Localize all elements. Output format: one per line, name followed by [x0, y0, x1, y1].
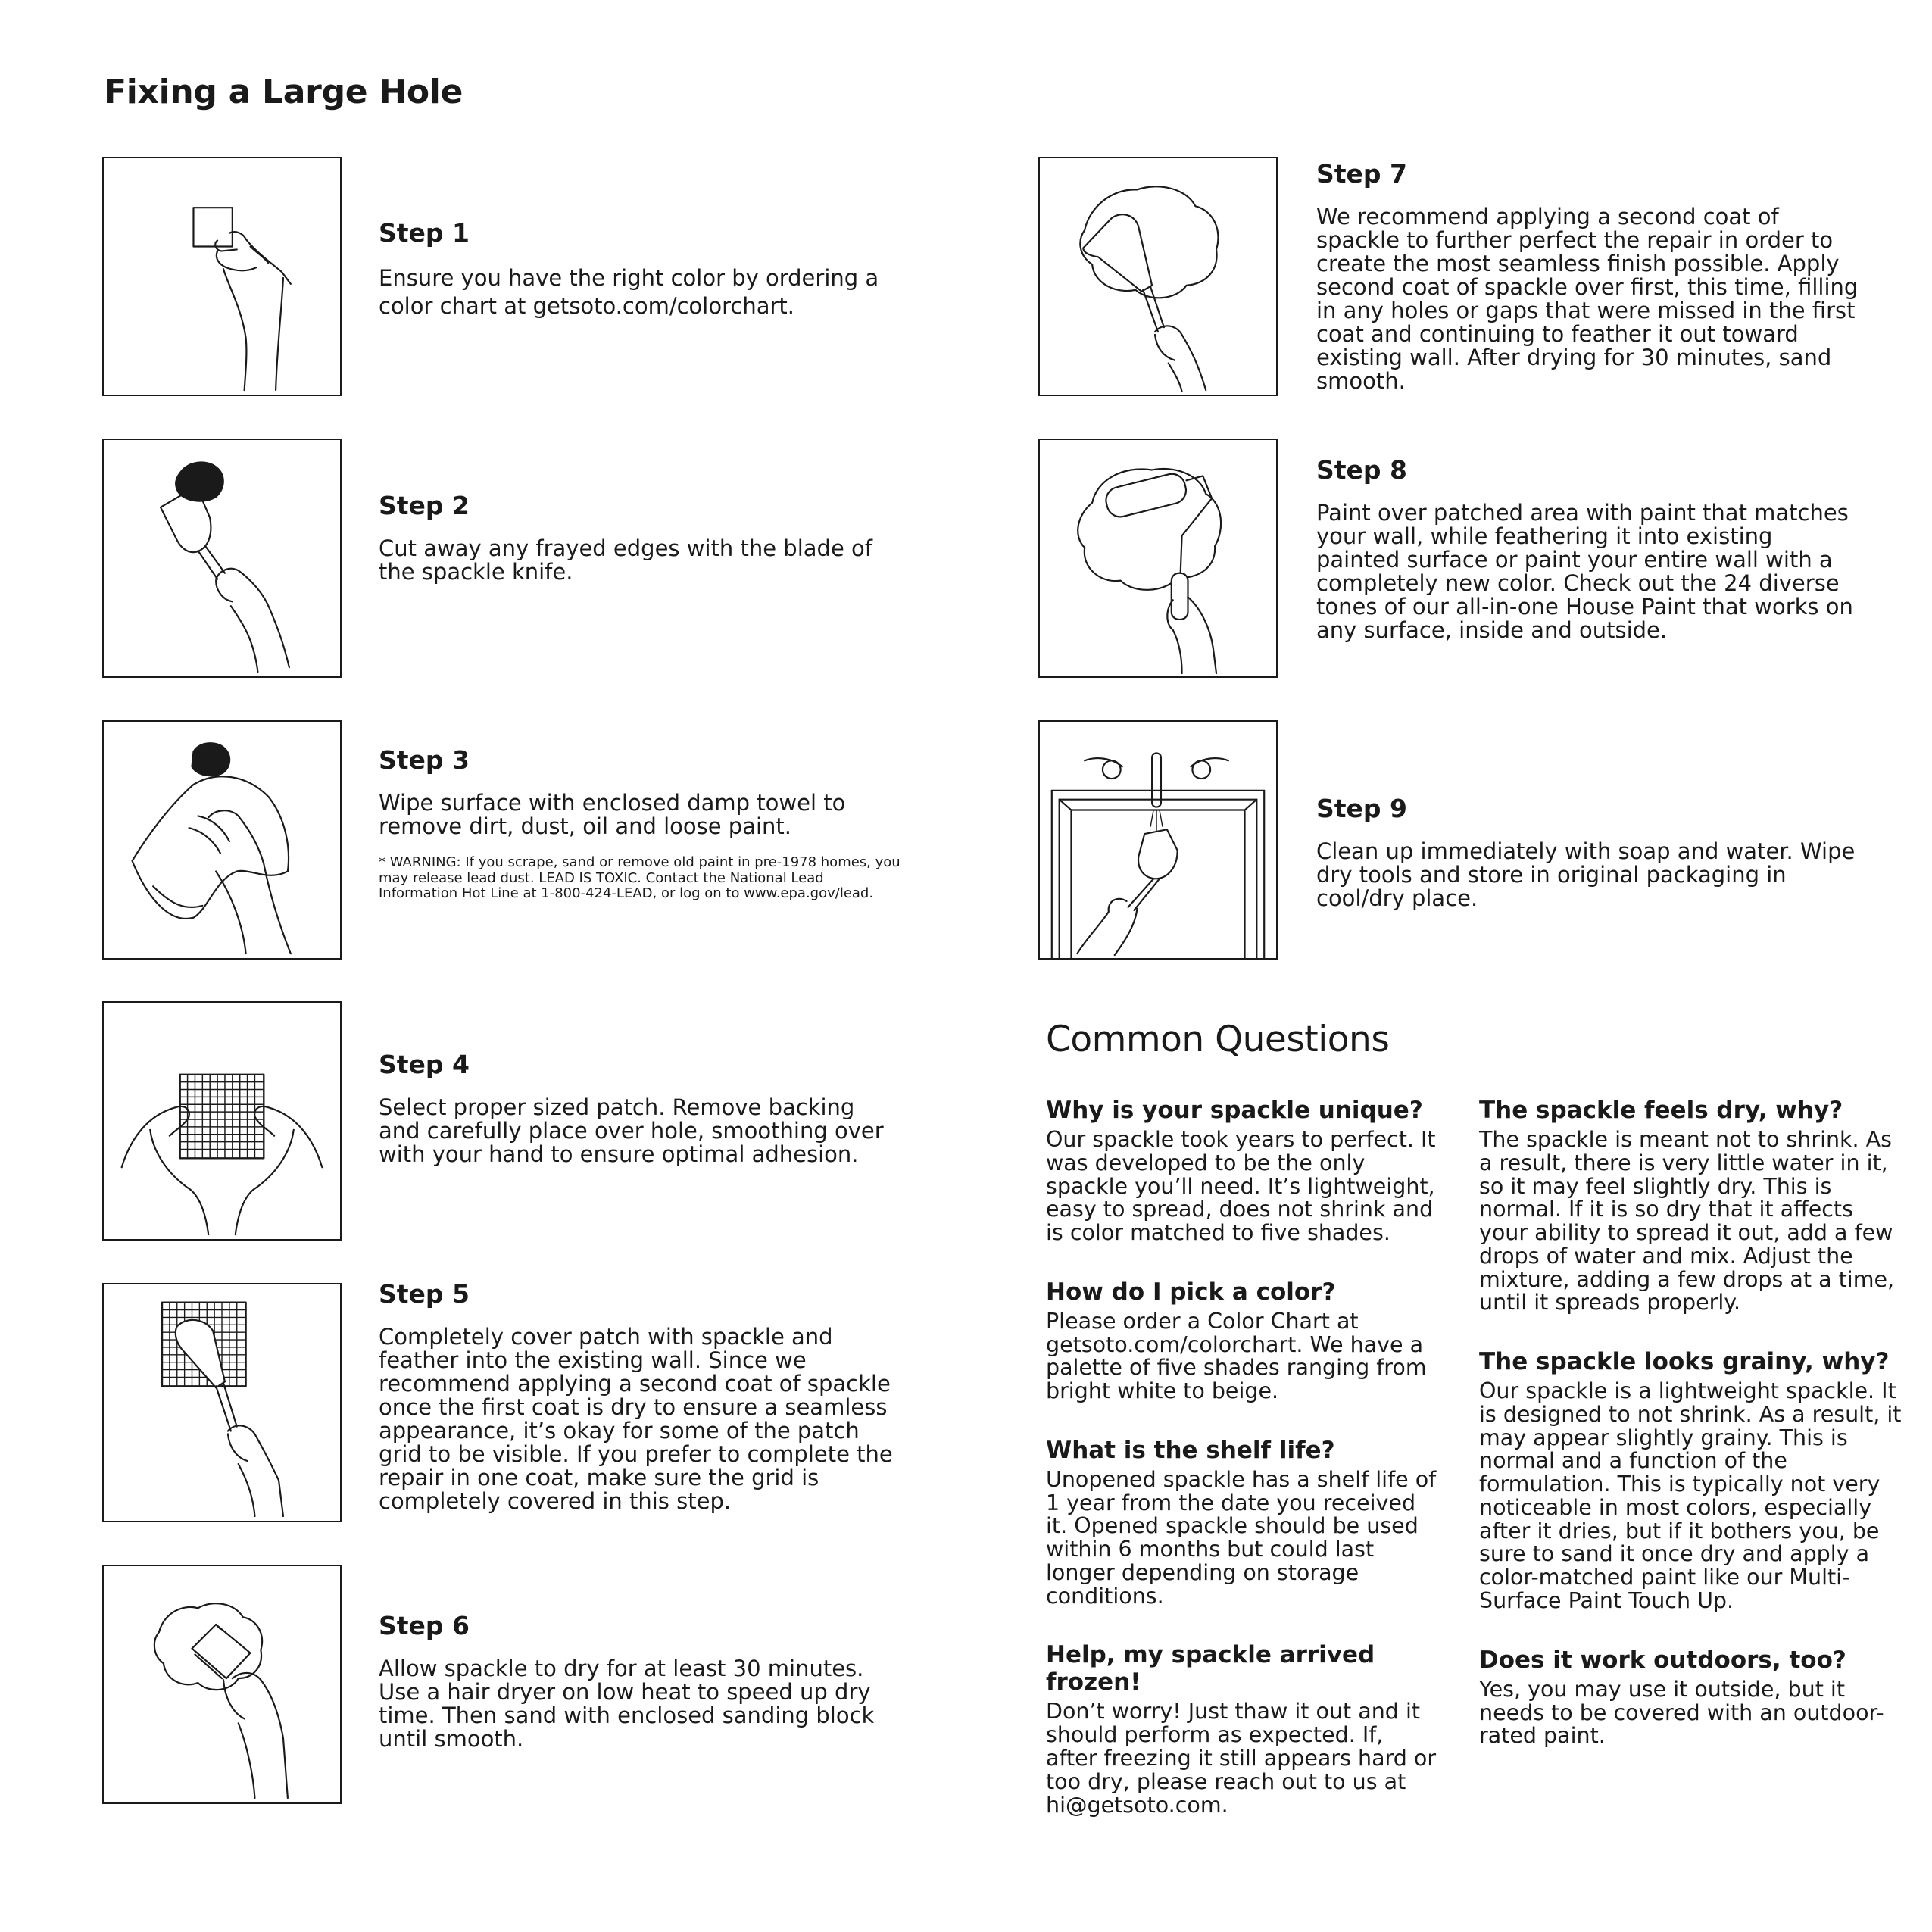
faq-question: The spackle looks grainy, why?: [1479, 1348, 1890, 1376]
step-6: [379, 1611, 901, 1751]
step-9-illustration: [1038, 720, 1278, 960]
step-7-illustration: [1038, 157, 1278, 396]
faucet-icon: [1085, 753, 1228, 831]
step-body: Wipe surface with enclosed damp towel to remove dirt, dust, oil and loose paint.: [379, 790, 846, 840]
step-title: Step 8: [1316, 455, 1407, 485]
step-body: Paint over patched area with paint that matches your wall, while feathering it into existing painted surface or paint your entire wall with a completely new color. Check out the 24 diverse tones of our all-in-one House Paint that works on any surface, inside and outside.: [1316, 500, 1853, 644]
faq-question: Does it work outdoors, too?: [1479, 1646, 1846, 1674]
towel-icon: [133, 776, 289, 919]
faq-item: [1479, 1097, 1903, 1315]
step-6-illustration: [102, 1565, 342, 1804]
lead-warning: * WARNING: If you scrape, sand or remove old paint in pre-1978 homes, you may release lead dust. LEAD IS TOXIC. Contact the National Lead Information Hot Line at 1-800-424-LEAD, or log on to www.epa.gov/lead.: [379, 854, 900, 902]
hand-icon: [1155, 326, 1206, 390]
faq-question: The spackle feels dry, why?: [1479, 1097, 1843, 1124]
faq-column-right: [1479, 1097, 1903, 1781]
spackle-knife-icon: [1138, 829, 1178, 879]
step-title: Step 4: [379, 1050, 470, 1079]
step-title: Step 9: [1316, 794, 1407, 823]
step-body: Cut away any frayed edges with the blade of the spackle knife.: [379, 535, 872, 585]
faq-answer: Unopened spackle has a shelf life of 1 year from the date you received it. Opened spackle should be used within 6 months but could last longer depending on storage conditions.: [1046, 1466, 1437, 1609]
hand-icon: [229, 232, 291, 284]
color-swatch-icon: [193, 208, 232, 246]
faq-answer: Yes, you may use it outside, but it needs to be covered with an outdoor-rated paint.: [1479, 1676, 1884, 1749]
step-1: [379, 218, 901, 320]
faq-column-left: [1046, 1097, 1440, 1850]
faq-answer: The spackle is meant not to shrink. As a result, there is very little water in it, so it may feel slightly dry. This is normal. If it is so dry that it affects your ability to spread it out, add a few drops of water and mix. Adjust the mixture, adding a few drops at a time, until it spreads properly.: [1479, 1127, 1895, 1316]
faq-question: Help, my spackle arrived frozen!: [1046, 1641, 1375, 1696]
hand-icon: [233, 1673, 288, 1798]
faq-item: [1479, 1646, 1903, 1748]
faq-answer: Our spackle took years to perfect. It was developed to be the only spackle you’ll need. It’s lightweight, easy to spread, does not shrink and is color matched to five shades.: [1046, 1127, 1436, 1246]
faq-question: Why is your spackle unique?: [1046, 1097, 1423, 1124]
faq-item: [1479, 1348, 1903, 1613]
step-2-illustration: [102, 439, 342, 678]
faq-question: What is the shelf life?: [1046, 1436, 1335, 1464]
step-body: Ensure you have the right color by ordering a color chart at getsoto.com/colorchart.: [379, 265, 879, 320]
step-9: [1316, 794, 1862, 910]
step-4: [379, 1050, 901, 1166]
hand-icon: [216, 569, 289, 667]
faq-item: [1046, 1641, 1440, 1817]
step-body: Completely cover patch with spackle and feather into the existing wall. Since we recommend applying a second coat of spackle once the first coat is dry to ensure a seamless appearance, it’s okay for some of the patch grid to be visible. If you prefer to complete the repair in one coat, make sure the grid is completely covered in this step.: [379, 1324, 893, 1515]
sanding-block-icon: [192, 1625, 251, 1678]
page-title: Fixing a Large Hole: [104, 73, 463, 111]
step-3-illustration: [102, 720, 342, 960]
hands-icon: [122, 1106, 323, 1234]
step-5: [379, 1279, 901, 1513]
step-2: [379, 491, 901, 584]
step-body: Select proper sized patch. Remove backing and carefully place over hole, smoothing over with your hand to ensure optimal adhesion.: [379, 1094, 884, 1168]
step-title: Step 6: [379, 1611, 470, 1640]
faq-item: [1046, 1437, 1440, 1609]
step-title: Step 7: [1316, 159, 1407, 189]
faq-item: [1046, 1097, 1440, 1245]
spackle-knife-icon: [1083, 214, 1152, 292]
step-title: Step 3: [379, 745, 470, 775]
step-body: Allow spackle to dry for at least 30 minutes. Use a hair dryer on low heat to speed up dry time. Then sand with enclosed sanding block until smooth.: [379, 1656, 875, 1753]
step-1-illustration: [102, 157, 342, 396]
faq-answer: Don’t worry! Just thaw it out and it should perform as expected. If, after freezing it still appears hard or too dry, please reach out to us at hi@getsoto.com.: [1046, 1699, 1437, 1818]
step-4-illustration: [102, 1001, 342, 1241]
faq-answer: Our spackle is a lightweight spackle. It is designed to not shrink. As a result, it may appear slightly grainy. This is normal and a function of the formulation. This is typically not very noticeable in most colors, especially after it dries, but if it bothers you, be sure to sand it once dry and apply a color-matched paint like our Multi-Surface Paint Touch Up.: [1479, 1378, 1902, 1614]
hole-icon: [192, 743, 230, 776]
step-3: [379, 745, 901, 902]
patch-grid-icon: [180, 1075, 264, 1159]
step-title: Step 2: [379, 491, 470, 520]
faq-answer: Please order a Color Chart at getsoto.com/colorchart. We have a palette of five shades ranging from bright white to beige.: [1046, 1308, 1427, 1404]
hand-icon: [228, 1425, 283, 1516]
faq-title: Common Questions: [1046, 1019, 1390, 1060]
step-body: We recommend applying a second coat of spackle to further perfect the repair in order to create the most seamless finish possible. Apply second coat of spackle over first, this time, filling in any holes or gaps that were missed in the first coat and continuing to feather it out toward existing wall. After drying for 30 minutes, sand smooth.: [1316, 204, 1859, 395]
faq-question: How do I pick a color?: [1046, 1278, 1336, 1306]
step-8-illustration: [1038, 439, 1278, 678]
step-7: [1316, 159, 1862, 393]
step-5-illustration: [102, 1283, 342, 1522]
step-8: [1316, 455, 1862, 642]
hand-icon: [1077, 899, 1126, 954]
step-title: Step 1: [379, 218, 470, 248]
step-body: Clean up immediately with soap and water. Wipe dry tools and store in original packaging in cool/dry place.: [1316, 838, 1856, 912]
paint-roller-icon: [1103, 471, 1212, 620]
faq-item: [1046, 1278, 1440, 1403]
step-title: Step 5: [379, 1279, 470, 1309]
